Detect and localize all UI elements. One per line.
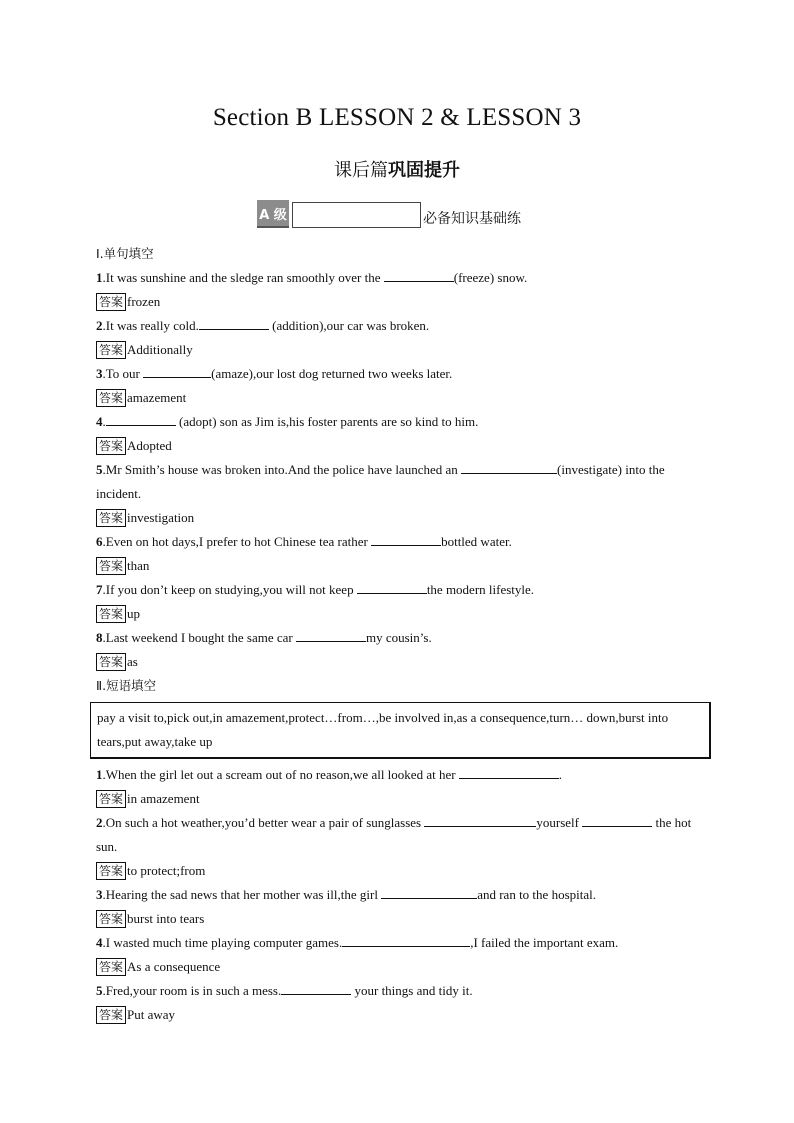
- answer-blank[interactable]: [342, 932, 470, 947]
- exercise-content: [96, 242, 708, 1027]
- level-text: 必备知识基础练: [423, 211, 521, 227]
- question-number: 8: [96, 630, 103, 645]
- part2-list: [96, 763, 708, 1027]
- answer-blank[interactable]: [459, 764, 559, 779]
- answer-text: in amazement: [127, 791, 200, 806]
- question-number: 2: [96, 318, 103, 333]
- question-text: .It was really cold.: [102, 318, 199, 333]
- answer-blank[interactable]: [296, 627, 366, 642]
- answer-row: [96, 506, 708, 530]
- answer-tag: 答案: [96, 958, 126, 976]
- answer-blank[interactable]: [106, 411, 176, 426]
- question-text: my cousin’s.: [365, 630, 432, 645]
- question-text: yourself: [536, 815, 583, 830]
- question-number: 6: [96, 534, 103, 549]
- question-text: (investigate) into the incident.: [96, 462, 665, 501]
- question-item: [96, 314, 708, 338]
- section-heading-2: Ⅱ.短语填空: [96, 678, 157, 693]
- answer-blank[interactable]: [384, 267, 454, 282]
- question-text: .I wasted much time playing computer games.: [102, 935, 343, 950]
- question-text: .To our: [102, 366, 144, 381]
- answer-tag: 答案: [96, 605, 126, 623]
- answer-row: [96, 554, 708, 578]
- answer-blank[interactable]: [357, 579, 427, 594]
- question-item: [96, 362, 708, 386]
- phrase-box: pay a visit to,pick out,in amazement,protect…from…,be involved in,as a consequence,turn… down,burst into tears,put away,take up: [90, 702, 711, 759]
- question-text: bottled water.: [441, 534, 512, 549]
- question-item: [96, 763, 708, 787]
- question-text: ,I failed the important exam.: [470, 935, 619, 950]
- question-text: .Mr Smith’s house was broken into.And the police have launched an: [102, 462, 462, 477]
- question-item: [96, 811, 708, 859]
- answer-text: Adopted: [127, 438, 172, 453]
- subtitle-bold: 巩固提升: [388, 160, 460, 181]
- answer-row: [96, 955, 708, 979]
- answer-tag: 答案: [96, 341, 126, 359]
- question-text: the hot sun.: [96, 815, 692, 854]
- question-number: 5: [96, 983, 103, 998]
- question-text: your things and tidy it.: [351, 983, 473, 998]
- level-row: [257, 200, 521, 228]
- question-text: .: [558, 767, 563, 782]
- answer-tag: 答案: [96, 790, 126, 808]
- answer-blank[interactable]: [381, 884, 477, 899]
- question-item: [96, 883, 708, 907]
- answer-tag: 答案: [96, 293, 126, 311]
- page-title: Section B LESSON 2 & LESSON 3: [212, 104, 582, 131]
- question-text: (adopt) son as Jim is,his foster parents are so kind to him.: [175, 414, 479, 429]
- answer-blank[interactable]: [199, 315, 269, 330]
- level-badge: A 级: [257, 200, 289, 228]
- answer-tag: 答案: [96, 437, 126, 455]
- question-text: .On such a hot weather,you’d better wear a pair of sunglasses: [102, 815, 425, 830]
- question-text: .Hearing the sad news that her mother was ill,the girl: [102, 887, 382, 902]
- question-number: 5: [96, 462, 103, 477]
- question-text: .If you don’t keep on studying,you will not keep: [102, 582, 357, 597]
- question-text: the modern lifestyle.: [426, 582, 535, 597]
- question-text: (addition),our car was broken.: [268, 318, 430, 333]
- answer-text: frozen: [127, 294, 161, 309]
- answer-text: amazement: [127, 390, 187, 405]
- question-number: 4: [96, 414, 103, 429]
- question-number: 3: [96, 887, 103, 902]
- answer-row: [96, 907, 708, 931]
- answer-tag: 答案: [96, 862, 126, 880]
- answer-blank[interactable]: [371, 531, 441, 546]
- page-subtitle: [0, 156, 794, 182]
- answer-row: [96, 602, 708, 626]
- answer-tag: 答案: [96, 1006, 126, 1024]
- question-text: .It was sunshine and the sledge ran smoothly over the: [102, 270, 384, 285]
- question-number: 1: [96, 767, 103, 782]
- answer-text: investigation: [127, 510, 195, 525]
- question-number: 7: [96, 582, 103, 597]
- question-text: .When the girl let out a scream out of no reason,we all looked at her: [102, 767, 459, 782]
- answer-text: to protect;from: [127, 863, 206, 878]
- question-number: 1: [96, 270, 103, 285]
- question-text: .Last weekend I bought the same car: [102, 630, 296, 645]
- answer-tag: 答案: [96, 389, 126, 407]
- answer-blank[interactable]: [143, 363, 211, 378]
- answer-tag: 答案: [96, 557, 126, 575]
- question-text: .Even on hot days,I prefer to hot Chinese tea rather: [102, 534, 372, 549]
- answer-row: [96, 290, 708, 314]
- answer-text: as: [127, 654, 138, 669]
- answer-tag: 答案: [96, 653, 126, 671]
- answer-row: [96, 859, 708, 883]
- question-item: [96, 979, 708, 1003]
- answer-tag: 答案: [96, 910, 126, 928]
- question-number: 3: [96, 366, 103, 381]
- question-number: 4: [96, 935, 103, 950]
- answer-text: Put away: [127, 1007, 176, 1022]
- answer-tag: 答案: [96, 509, 126, 527]
- question-number: 2: [96, 815, 103, 830]
- question-text: (freeze) snow.: [453, 270, 528, 285]
- question-text: (amaze),our lost dog returned two weeks later.: [211, 366, 453, 381]
- part1-list: [96, 266, 708, 674]
- question-item: [96, 578, 708, 602]
- level-box: [292, 202, 421, 228]
- question-item: [96, 410, 708, 434]
- question-item: [96, 530, 708, 554]
- question-text: .Fred,your room is in such a mess.: [102, 983, 282, 998]
- answer-blank[interactable]: [424, 812, 536, 827]
- section-heading-1: Ⅰ.单句填空: [96, 246, 154, 261]
- answer-row: [96, 787, 708, 811]
- answer-text: As a consequence: [127, 959, 221, 974]
- answer-row: [96, 650, 708, 674]
- question-item: [96, 626, 708, 650]
- answer-text: up: [127, 606, 141, 621]
- answer-text: burst into tears: [127, 911, 205, 926]
- answer-text: Additionally: [127, 342, 193, 357]
- question-text: .: [102, 414, 106, 429]
- subtitle-prefix: 课后篇: [334, 160, 388, 181]
- question-item: [96, 266, 708, 290]
- answer-blank[interactable]: [582, 812, 652, 827]
- question-text: and ran to the hospital.: [477, 887, 596, 902]
- answer-row: [96, 338, 708, 362]
- question-item: [96, 931, 708, 955]
- answer-blank[interactable]: [461, 459, 557, 474]
- answer-row: [96, 434, 708, 458]
- answer-row: [96, 386, 708, 410]
- answer-row: [96, 1003, 708, 1027]
- answer-blank[interactable]: [281, 980, 351, 995]
- question-item: [96, 458, 708, 506]
- answer-text: than: [127, 558, 150, 573]
